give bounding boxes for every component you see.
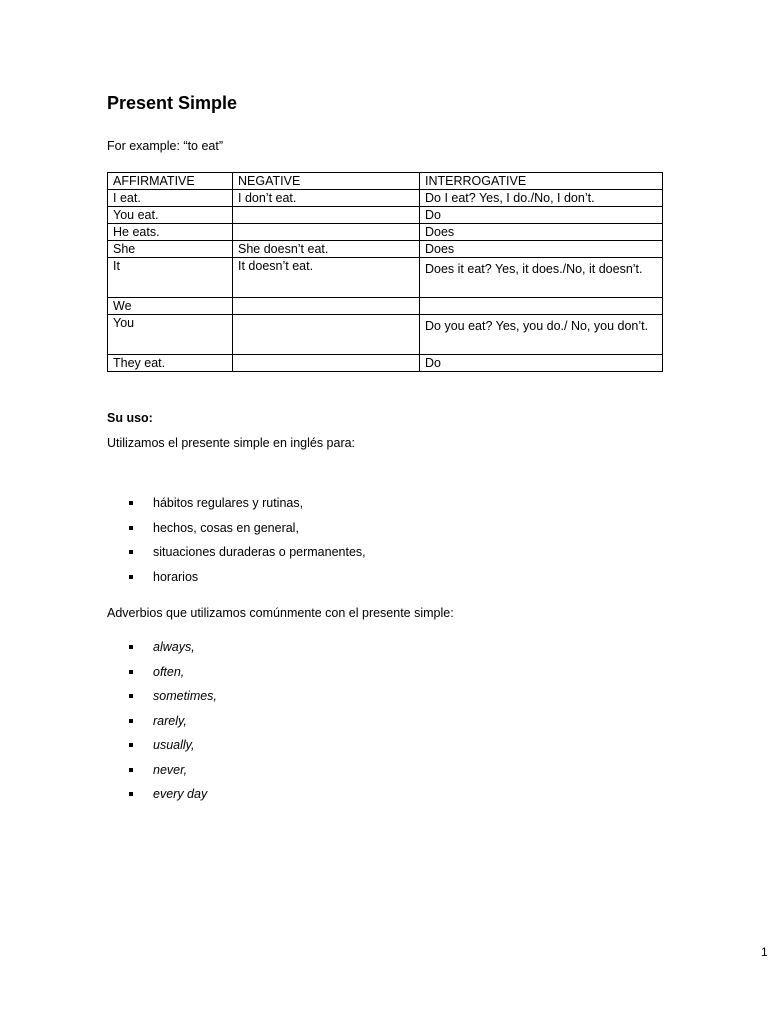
list-item-text: hechos, cosas en general, [153,520,299,535]
list-item [107,544,366,569]
list-item-text: rarely, [153,713,187,728]
bullet-icon [129,550,133,554]
table-row [108,241,663,258]
table-cell: It doesn’t eat. [233,258,420,298]
bullet-icon [129,768,133,772]
uses-list [107,495,366,593]
table-cell: Do you eat? Yes, you do./ No, you don’t. [420,315,663,355]
table-cell: Do [420,207,663,224]
table-cell: Does [420,241,663,258]
table-cell: You [108,315,233,355]
bullet-icon [129,792,133,796]
bullet-icon [129,670,133,674]
page-number: 1 [761,945,768,959]
table-cell [233,315,420,355]
table-row [108,298,663,315]
list-item-text: never, [153,762,188,777]
table-cell [420,298,663,315]
list-item [107,664,217,689]
header-affirmative: AFFIRMATIVE [108,173,233,190]
list-item [107,786,217,811]
table-cell [233,298,420,315]
bullet-icon [129,501,133,505]
table-row [108,315,663,355]
list-item [107,569,366,594]
table-cell: He eats. [108,224,233,241]
bullet-icon [129,743,133,747]
table-row [108,190,663,207]
table-cell: We [108,298,233,315]
list-item [107,713,217,738]
list-item-text: situaciones duraderas o permanentes, [153,545,366,559]
table-cell: Do I eat? Yes, I do./No, I don’t. [420,190,663,207]
conjugation-table [107,172,663,372]
bullet-icon [129,575,133,579]
table-cell [233,207,420,224]
list-item [107,495,366,520]
list-item [107,737,217,762]
bullet-icon [129,645,133,649]
list-item [107,639,217,664]
list-item-text: usually, [153,738,195,752]
uses-intro: Utilizamos el presente simple en inglés para: [107,436,356,450]
list-item-text: every day [153,787,208,801]
list-item-text: often, [153,664,185,679]
table-cell: You eat. [108,207,233,224]
adverbs-intro: Adverbios que utilizamos comúnmente con el presente simple: [107,606,454,620]
list-item [107,688,217,713]
table-cell: Does it eat? Yes, it does./No, it doesn’t. [420,258,663,298]
table-cell: She [108,241,233,258]
table-cell: Do [420,355,663,372]
header-negative: NEGATIVE [233,173,420,190]
table-cell [233,224,420,241]
list-item [107,762,217,787]
list-item-text: horarios [153,569,199,584]
table-cell: I eat. [108,190,233,207]
table-row [108,355,663,372]
example-line: For example: “to eat” [107,139,224,153]
adverbs-list [107,639,217,811]
list-item [107,520,366,545]
table-cell [233,355,420,372]
list-item-text: hábitos regulares y rutinas, [153,496,304,510]
table-cell: She doesn’t eat. [233,241,420,258]
table-row [108,207,663,224]
bullet-icon [129,526,133,530]
bullet-icon [129,719,133,723]
table-row [108,224,663,241]
table-header-row [108,173,663,190]
table-cell: I don’t eat. [233,190,420,207]
table-cell: They eat. [108,355,233,372]
bullet-icon [129,694,133,698]
table-cell: It [108,258,233,298]
page-title: Present Simple [107,93,238,113]
document-page [107,0,768,1024]
list-item-text: always, [153,640,195,654]
uses-heading: Su uso: [107,411,153,425]
table-cell: Does [420,224,663,241]
list-item-text: sometimes, [153,689,217,703]
header-interrogative: INTERROGATIVE [420,173,663,190]
table-row [108,258,663,298]
